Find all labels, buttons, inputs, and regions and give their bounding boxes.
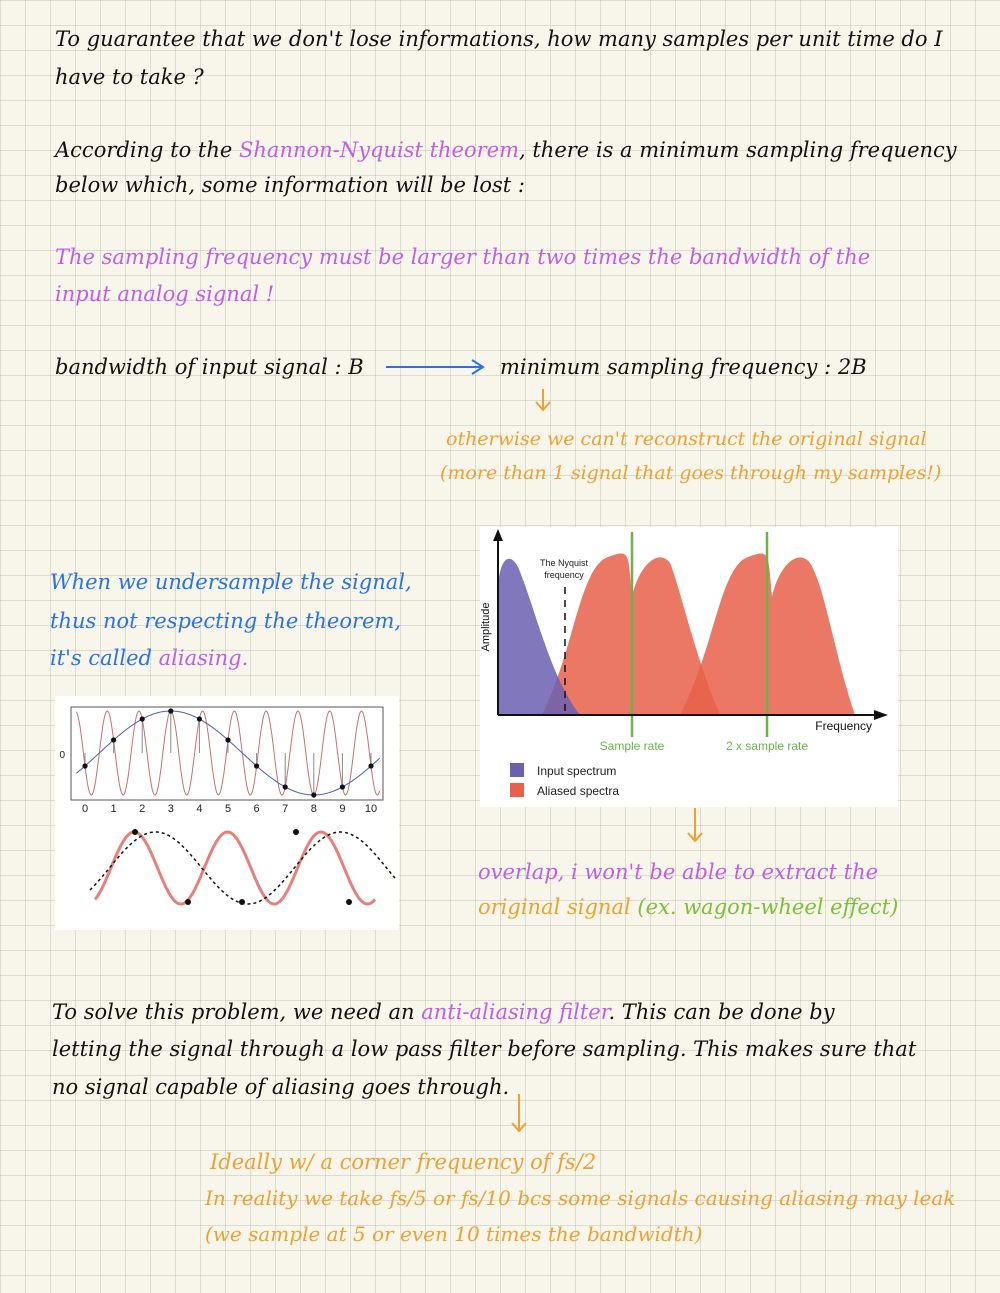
x-axis-label: Frequency <box>815 719 872 733</box>
true-signal-wave <box>95 832 375 904</box>
sampling-plot-y-tick: 0 <box>59 750 65 761</box>
x-tick-label: 2 <box>139 803 146 815</box>
theorem-line-1 <box>55 133 957 167</box>
solution-prefix: To solve this problem, we need an <box>52 1000 415 1024</box>
sample-point <box>311 792 316 797</box>
aliasing-line-3 <box>50 641 248 675</box>
x-tick-label: 1 <box>110 803 117 815</box>
alias-sample-point <box>293 829 299 835</box>
overlap-arrow <box>684 806 706 846</box>
nyquist-label-2: frequency <box>544 570 584 580</box>
intro-line-1: To guarantee that we don't lose informations, how many samples per unit time do I <box>55 27 943 51</box>
overlap-line-1 <box>478 855 878 889</box>
bandwidth-text: bandwidth of input signal : B <box>55 355 364 379</box>
x-tick-label: 8 <box>310 803 317 815</box>
sample-point <box>82 763 87 768</box>
min-sampling-text: minimum sampling frequency : 2B <box>500 355 867 379</box>
x-tick-label: 4 <box>196 803 203 815</box>
x-tick-label: 7 <box>282 803 289 815</box>
theorem-line-2: below which, some information will be lost : <box>55 173 525 197</box>
legend-aliased-swatch <box>510 783 524 797</box>
anti-aliasing-term: anti-aliasing filter <box>421 1000 609 1024</box>
x-axis-arrow <box>874 710 888 720</box>
solution-line-2: letting the signal through a low pass filter before sampling. This makes sure that <box>52 1037 917 1061</box>
overlap-text: overlap, i won't be able to extract the <box>478 860 879 884</box>
sampling-plot-frame <box>71 707 383 800</box>
y-axis-label: Amplitude <box>480 602 492 652</box>
alias-sample-point <box>132 829 138 835</box>
wagon-wheel-text: (ex. wagon-wheel effect) <box>637 895 899 919</box>
legend-aliased-label: Aliased spectra <box>537 784 620 798</box>
sample-point <box>368 763 373 768</box>
sample-point <box>168 708 173 713</box>
rule-line-1: The sampling frequency must be larger than two times the bandwidth of the <box>55 245 871 269</box>
aliased-signal-wave <box>90 832 395 904</box>
sample-point <box>254 763 259 768</box>
overlap-line-2 <box>478 890 898 924</box>
sample-rate-label: Sample rate <box>599 739 665 753</box>
x-tick-label: 10 <box>364 803 378 815</box>
filter-note-line-1: Ideally w/ a corner frequency of fs/2 <box>210 1150 597 1174</box>
legend-input-label: Input spectrum <box>537 764 617 778</box>
sample-point <box>140 716 145 721</box>
y-axis-arrow <box>493 529 503 541</box>
aliasing-term: aliasing. <box>158 646 249 670</box>
spectrum-figure <box>480 527 898 807</box>
reconstruct-note-1: otherwise we can't reconstruct the original signal <box>446 428 927 450</box>
original-signal-text: original signal <box>478 895 631 919</box>
aliasing-line-2: thus not respecting the theorem, <box>50 609 402 633</box>
x-tick-label: 9 <box>339 803 346 815</box>
down-arrow <box>532 387 554 413</box>
wave-figure <box>55 696 399 930</box>
sample-point <box>111 737 116 742</box>
right-arrow <box>382 356 492 378</box>
legend-input-swatch <box>510 763 524 777</box>
spectrum-chart <box>480 527 898 807</box>
sample-point <box>340 784 345 789</box>
alias-sample-point <box>185 899 191 905</box>
reconstruct-note-2: (more than 1 signal that goes through my samples!) <box>440 462 942 484</box>
solution-line-1 <box>52 995 835 1029</box>
alias-sample-point <box>239 899 245 905</box>
nyquist-label-1: The Nyquist <box>539 558 589 568</box>
sample-point <box>283 784 288 789</box>
solution-suffix: . This can be done by <box>608 1000 835 1024</box>
alias-illustration <box>90 829 395 905</box>
aliasing-prefix: it's called <box>50 646 152 670</box>
double-rate-label: 2 x sample rate <box>725 739 809 753</box>
x-tick-label: 3 <box>167 803 174 815</box>
aliasing-line-1: When we undersample the signal, <box>50 570 412 594</box>
filter-arrow <box>508 1092 530 1136</box>
filter-note-line-3: (we sample at 5 or even 10 times the bandwidth) <box>205 1222 703 1246</box>
filter-note-line-2: In reality we take fs/5 or fs/10 bcs some signals causing aliasing may leak <box>205 1186 956 1210</box>
sample-point <box>225 737 230 742</box>
sample-point <box>197 716 202 721</box>
intro-line-2: have to take ? <box>55 65 204 89</box>
x-tick-label: 5 <box>224 803 232 815</box>
theorem-suffix: , there is a minimum sampling frequency <box>519 138 957 162</box>
sampling-plot <box>59 707 383 815</box>
x-tick-label: 0 <box>81 803 89 815</box>
alias-sample-point <box>346 899 352 905</box>
solution-line-3: no signal capable of aliasing goes through. <box>52 1075 510 1099</box>
theorem-prefix: According to the <box>55 138 233 162</box>
rule-line-2: input analog signal ! <box>55 282 275 306</box>
theorem-name: Shannon-Nyquist theorem <box>239 138 519 162</box>
wave-chart <box>55 696 399 930</box>
x-tick-label: 6 <box>253 803 260 815</box>
